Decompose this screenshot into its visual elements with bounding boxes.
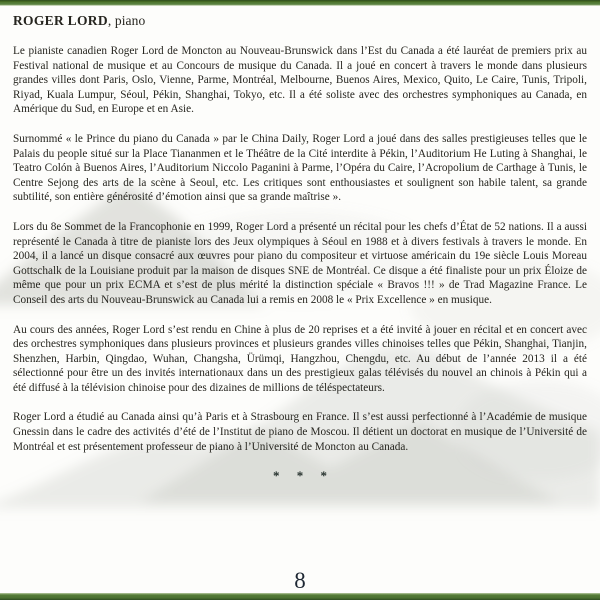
bio-paragraph-5: Roger Lord a étudié au Canada ainsi qu’à Paris et à Strasbourg en France. Il s’est aussi perfectionné à l’Académie de musique Gnessin dans le cadre des activités d’été de l’Institut de piano de Moscou. Il détient un doctorat en musique de l’Université de Montréal et est présentement professeur de piano à l’Université de Moncton au Canada. [13, 411, 587, 453]
page-number: 8 [294, 568, 306, 593]
section-separator: * * * [273, 468, 334, 484]
bio-paragraph-1: Le pianiste canadien Roger Lord de Moncton au Nouveau-Brunswick dans l’Est du Canada a été lauréat de premiers prix au Festival national de musique et au Concours de musique du Canada. Il a joué en concert à travers le monde dans plusieurs grandes villes dont Paris, Oslo, Vienne, Parme, Montréal, Melbourne, Buenos Aires, Mexico, Quito, Le Caire, Tunis, Tripoli, Riyad, Kuala Lumpur, Séoul, Pékin, Shanghai, Tokyo, etc. Il a été soliste avec des orchestres symphoniques au Canada, en Amérique du Sud, en Europe et en Asie. [13, 45, 587, 116]
bio-paragraph-4: Au cours des années, Roger Lord s’est rendu en Chine à plus de 20 reprises et a été invité à jouer en récital et en concert avec des orchestres symphoniques dans plusieurs provinces et plusieurs grandes villes chinoises telles que Pékin, Shanghai, Tianjin, Shenzhen, Harbin, Qingdao, Wuhan, Changsha, Ürümqi, Hangzhou, Chengdu, etc. Au début de l’année 2013 il a été sélectionné pour être un des invités internationaux dans un des prestigieux galas télévisés du nouvel an chinois à Pékin qui a été diffusé à la télévision chinoise pour des dizaines de millions de téléspectateurs. [13, 323, 587, 394]
biography-text [13, 44, 587, 454]
artist-name: ROGER LORD [13, 13, 108, 28]
bottom-border [0, 593, 600, 600]
bio-paragraph-2: Surnommé « le Prince du piano du Canada » par le China Daily, Roger Lord a joué dans des salles prestigieuses telles que le Palais du people situé sur la Place Tiananmen et le Théâtre de la Cité interdite à Pékin, l’Auditorium He Luting à Shanghai, le Teatro Colón à Buenos Aires, l’Auditorium Niccolo Paganini à Parme, l’Opéra du Caire, l’Acropolium de Carthage à Tunis, le Centre Sejong des arts de la scène à Seoul, etc. Les critiques sont enthousiastes et soulignent son habile talent, sa grande subtilité, son entière générosité d’émotion ainsi que sa grande maîtrise ». [13, 132, 587, 204]
bio-paragraph-3: Lors du 8e Sommet de la Francophonie en 1999, Roger Lord a présenté un récital pour les chefs d’État de 52 nations. Il a aussi représenté le Canada à titre de pianiste lors des Jeux olympiques à Séoul en 1988 et à divers festivals à travers le monde. En 2004, il a lancé un disque consacré aux œuvres pour piano du compositeur et virtuose américain du 19e siècle Louis Moreau Gottschalk de la Louisiane produit par la maison de disques SNE de Montréal. Ce disque a été finaliste pour un prix Éloize de même que pour un prix ECMA et s’est de plus mérité la distinction spéciale « Bravos !!! » de Trad Magazine France. Le Conseil des arts du Nouveau-Brunswick au Canada lui a remis en 2008 le « Prix Excellence » en musique. [13, 220, 587, 306]
page-title [13, 13, 587, 29]
artist-role: , piano [107, 13, 146, 28]
